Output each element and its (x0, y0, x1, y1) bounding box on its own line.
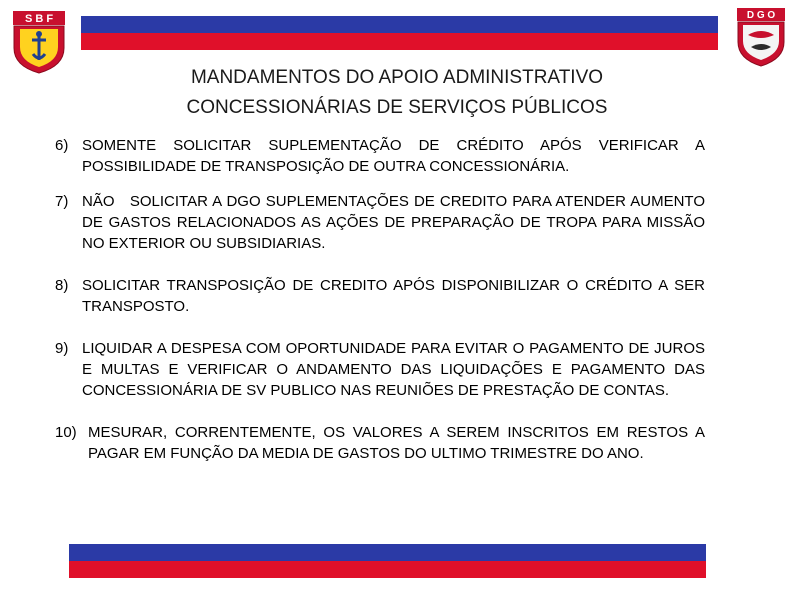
top-bar-blue (81, 16, 718, 33)
item-text: MESURAR, CORRENTEMENTE, OS VALORES A SEREM INSCRITOS EM RESTOS A PAGAR EM FUNÇÃO DA MEDIA DE GASTOS DO ULTIMO TRIMESTRE DO ANO. (88, 424, 705, 462)
title-line-1: MANDAMENTOS DO APOIO ADMINISTRATIVO (190, 67, 604, 88)
item-number: 10) (55, 424, 77, 441)
item-number: 7) (55, 193, 69, 210)
dgo-logo-text: D G O (746, 10, 776, 21)
item-text: NÃO SOLICITAR A DGO SUPLEMENTAÇÕES DE CREDITO PARA ATENDER AUMENTO DE GASTOS RELACIONADOS AS AÇÕES DE PREPARAÇÃO DE TROPA PARA MISSÃO NO EXTERIOR OU SUBSIDIARIAS. (82, 193, 710, 252)
item-text: SOLICITAR TRANSPOSIÇÃO DE CREDITO APÓS DISPONIBILIZAR O CRÉDITO A SER TRANSPOSTO. (82, 277, 705, 315)
mandamentos-list (55, 135, 710, 478)
dgo-logo (736, 7, 786, 67)
list-item (55, 422, 705, 464)
item-text: LIQUIDAR A DESPESA COM OPORTUNIDADE PARA EVITAR O PAGAMENTO DE JUROS E MULTAS E VERIFICAR O ANDAMENTO DAS LIQUIDAÇÕES E PAGAMENTO DAS CONCESSIONÁRIA DE SV PUBLICO NAS REUNIÕES DE PRESTAÇÃO DE CONTAS. (82, 340, 705, 399)
sbf-logo-text: S B F (24, 13, 54, 25)
top-color-bar (81, 16, 718, 50)
list-item (55, 338, 705, 401)
bottom-color-bar (69, 544, 706, 578)
item-number: 6) (55, 137, 69, 154)
list-item (55, 275, 705, 317)
bottom-bar-blue (69, 544, 706, 561)
list-item (55, 191, 710, 254)
item-number: 9) (55, 340, 69, 357)
item-text: SOMENTE SOLICITAR SUPLEMENTAÇÃO DE CRÉDITO APÓS VERIFICAR A POSSIBILIDADE DE TRANSPOSIÇÃO DE OUTRA CONCESSIONÁRIA. (82, 137, 705, 175)
top-bar-red (81, 33, 718, 50)
item-number: 8) (55, 277, 69, 294)
slide-title (0, 63, 794, 123)
bottom-bar-red (69, 561, 706, 578)
title-line-2: CONCESSIONÁRIAS DE SERVIÇOS PÚBLICOS (186, 97, 608, 118)
list-item (55, 135, 705, 177)
